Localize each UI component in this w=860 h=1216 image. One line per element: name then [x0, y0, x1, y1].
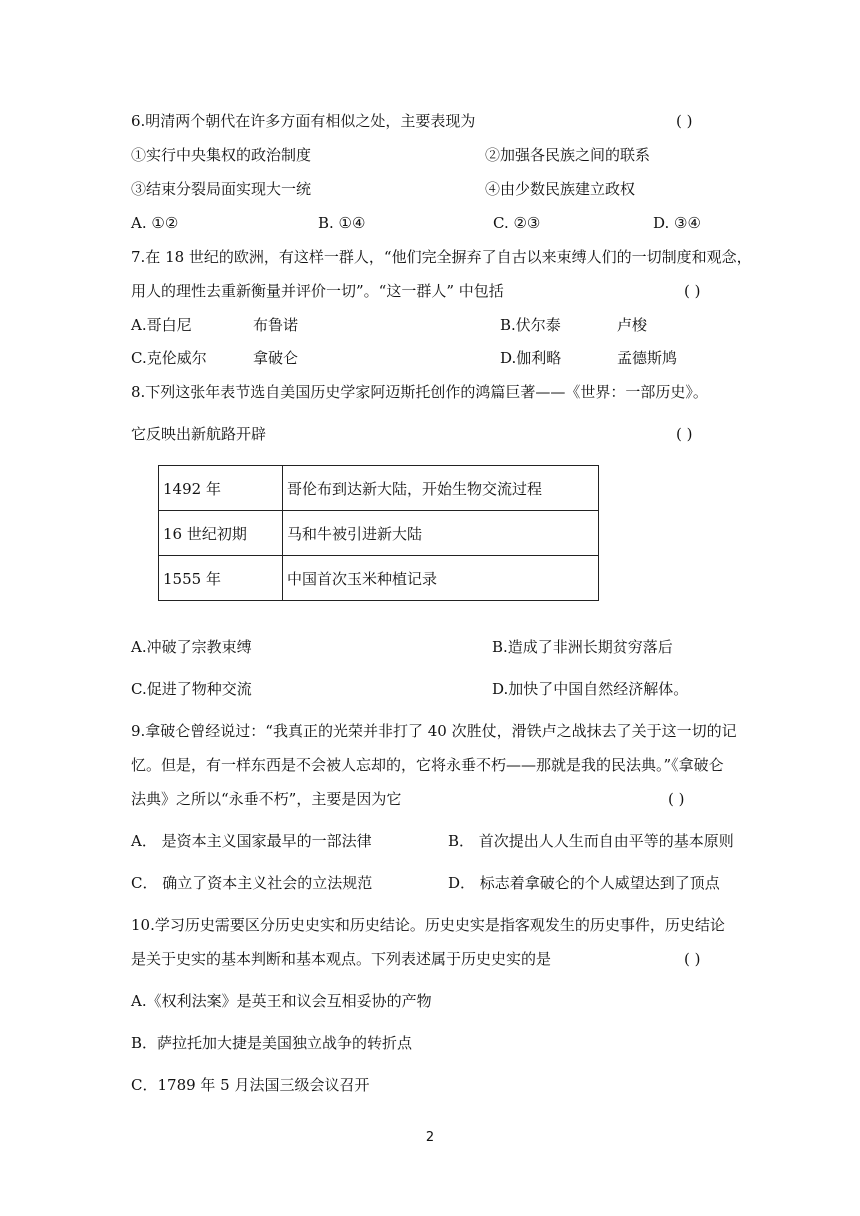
q8-option-a: A.冲破了宗教束缚: [131, 638, 252, 656]
table-cell-year: 1555 年: [159, 556, 283, 601]
table-row: [159, 466, 599, 511]
q8-option-c: C.促进了物种交流: [131, 680, 252, 698]
q8-option-b: B.造成了非洲长期贫穷落后: [492, 638, 673, 656]
q7-option-a-extra: 布鲁诺: [253, 316, 299, 334]
q7-option-b-extra: 卢梭: [617, 316, 648, 334]
table-row: [159, 556, 599, 601]
q6-option-b: B. ①④: [318, 214, 366, 232]
table-row: [159, 511, 599, 556]
table-cell-event: 马和牛被引进新大陆: [283, 511, 599, 556]
q6-option-d: D. ③④: [653, 214, 701, 232]
q7-option-b: B.伏尔泰: [500, 316, 561, 334]
page-number: 2: [425, 1130, 435, 1145]
q6-stem: 6.明清两个朝代在许多方面有相似之处，主要表现为: [131, 112, 476, 130]
q6-option-c: C. ②③: [493, 214, 541, 232]
q6-item-2: ②加强各民族之间的联系: [485, 146, 651, 164]
q9-stem-line-3: 法典》之所以“永垂不朽”，主要是因为它: [131, 790, 402, 808]
q7-option-d-extra: 孟德斯鸠: [617, 349, 678, 367]
q7-stem-line-1: 7.在 18 世纪的欧洲，有这样一群人，“他们完全摒弃了自古以来束缚人们的一切制度和观念，: [131, 248, 752, 266]
q9-option-b: B． 首次提出人人生而自由平等的基本原则: [448, 832, 734, 850]
q6-option-a: A. ①②: [131, 214, 179, 232]
q9-option-d: D． 标志着拿破仑的个人威望达到了顶点: [448, 874, 720, 892]
q7-option-c-extra: 拿破仑: [253, 349, 299, 367]
q7-option-d: D.伽利略: [500, 349, 562, 367]
q7-option-c: C.克伦威尔: [131, 349, 207, 367]
q6-item-3: ③结束分裂局面实现大一统: [131, 180, 312, 198]
q7-option-a: A.哥白尼: [131, 316, 192, 334]
q8-stem-line-2: 它反映出新航路开辟: [131, 425, 267, 443]
q10-option-a: A.《权利法案》是英王和议会互相妥协的产物: [131, 992, 432, 1010]
q9-option-a: A． 是资本主义国家最早的一部法律: [131, 832, 372, 850]
q10-answer-bracket: ( ): [684, 950, 701, 968]
q10-stem-line-1: 10.学习历史需要区分历史史实和历史结论。历史史实是指客观发生的历史事件，历史结论: [131, 916, 725, 934]
q6-answer-bracket: ( ): [676, 112, 693, 130]
q8-stem-line-1: 8.下列这张年表节选自美国历史学家阿迈斯托创作的鸿篇巨著——《世界：一部历史》。: [131, 383, 708, 401]
table-cell-event: 哥伦布到达新大陆，开始生物交流过程: [283, 466, 599, 511]
q7-stem-line-2: 用人的理性去重新衡量并评价一切”。“这一群人” 中包括: [131, 282, 504, 300]
chronology-table: [158, 465, 599, 601]
q9-answer-bracket: ( ): [668, 790, 685, 808]
table-cell-event: 中国首次玉米种植记录: [283, 556, 599, 601]
q10-option-c: C．1789 年 5 月法国三级会议召开: [131, 1076, 370, 1094]
q9-option-c: C． 确立了资本主义社会的立法规范: [131, 874, 373, 892]
table-cell-year: 16 世纪初期: [159, 511, 283, 556]
q8-option-d: D.加快了中国自然经济解体。: [492, 680, 689, 698]
q10-stem-line-2: 是关于史实的基本判断和基本观点。下列表述属于历史史实的是: [131, 950, 552, 968]
q6-item-1: ①实行中央集权的政治制度: [131, 146, 312, 164]
q10-option-b: B．萨拉托加大捷是美国独立战争的转折点: [131, 1034, 413, 1052]
q6-item-4: ④由少数民族建立政权: [485, 180, 636, 198]
q9-stem-line-1: 9.拿破仑曾经说过：“我真正的光荣并非打了 40 次胜仗，滑铁卢之战抹去了关于这一切的记: [131, 722, 737, 740]
q7-answer-bracket: ( ): [684, 282, 701, 300]
q8-answer-bracket: ( ): [676, 425, 693, 443]
q9-stem-line-2: 忆。但是，有一样东西是不会被人忘却的，它将永垂不朽——那就是我的民法典。”《拿破仑: [131, 756, 724, 774]
table-cell-year: 1492 年: [159, 466, 283, 511]
